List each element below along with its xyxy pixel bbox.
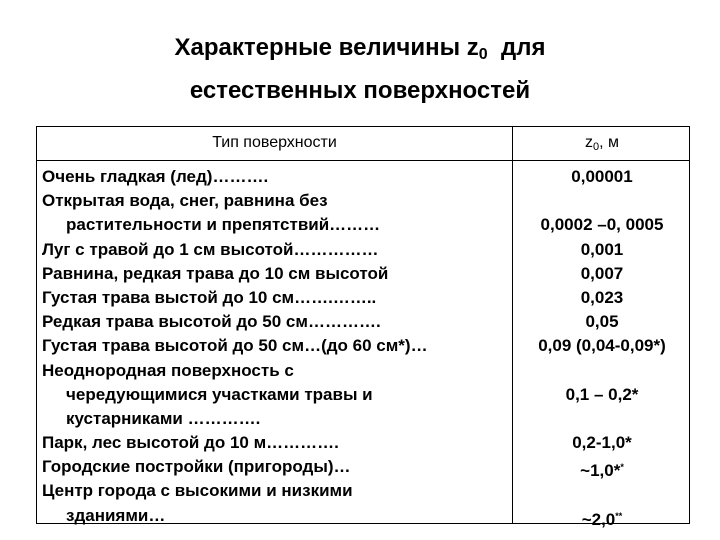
z0-spacer (513, 359, 691, 383)
z0-value-text: 0,0002 –0, 0005 (540, 215, 664, 235)
surface-type-line: Открытая вода, снег, равнина без (42, 191, 328, 211)
z0-value-text: 0,1 – 0,2* (565, 384, 639, 404)
surface-type-line: зданиями… (66, 505, 166, 525)
z0-value (513, 262, 691, 286)
z0-value-text: 0,05 (585, 312, 619, 332)
z0-value-text: 0,09 (0,04-0,09*) (538, 336, 666, 356)
z0-value (513, 213, 691, 237)
page-title (0, 30, 720, 109)
header-surface-type: Тип поверхности (212, 134, 337, 151)
surface-type-line: Центр города с высокими и низкими (42, 481, 353, 501)
z0-value-text: ~1,0* (580, 461, 621, 481)
header-z0: $z_0$, м (584, 134, 619, 153)
title-line-2: естественных поверхностей (189, 77, 531, 104)
z0-value-text: 0,2-1,0* (572, 433, 632, 453)
z0-value (513, 334, 691, 358)
surface-type-line: Неоднородная поверхность с (42, 360, 294, 380)
surface-type-line: Луг с травой до 1 см высотой…………… (42, 239, 379, 259)
z0-value (513, 310, 691, 334)
surface-type-line: Парк, лес высотой до 10 м…………. (42, 433, 339, 453)
surface-type-line: Редкая трава высотой до 50 см…………. (42, 312, 381, 332)
footnote-mark: ** (615, 510, 623, 521)
z0-value (513, 504, 691, 528)
z0-value-column (513, 165, 691, 528)
surface-type-line: Равнина, редкая трава до 10 см высотой (42, 263, 389, 283)
surface-type-line: Густая трава выстой до 10 см…….…….. (42, 287, 377, 307)
z0-value (513, 431, 691, 455)
z0-value-text: 0,00001 (571, 167, 633, 186)
z0-value (513, 383, 691, 407)
z0-spacer (513, 189, 691, 213)
surface-type-line: Городские постройки (пригороды)… (42, 457, 351, 477)
surface-roughness-table (36, 126, 690, 529)
surface-type-line: Густая трава высотой до 50 см…(до 60 см*)… (42, 336, 428, 356)
surface-type-line: Очень гладкая (лед)………. (42, 167, 269, 186)
surface-type-line: кустарниками …………. (66, 408, 261, 428)
z0-value (513, 286, 691, 310)
z0-value-text: ~2,0 (581, 509, 616, 529)
z0-value-text: 0,001 (580, 239, 624, 259)
surface-type-line: чередующимися участками травы и (66, 384, 373, 404)
z0-value (513, 238, 691, 262)
surface-type-column (42, 165, 512, 528)
z0-value (513, 455, 691, 479)
surface-type-line: растительности и препятствий……… (66, 215, 381, 235)
header-divider (37, 160, 689, 161)
footnote-mark: * (620, 462, 624, 473)
title-line-1: Характерные величины $z_0$ для (174, 34, 546, 63)
z0-value-text: 0,007 (580, 263, 624, 283)
z0-spacer (513, 407, 691, 431)
z0-value (513, 165, 691, 189)
z0-spacer (513, 479, 691, 503)
z0-value-text: 0,023 (580, 287, 624, 307)
